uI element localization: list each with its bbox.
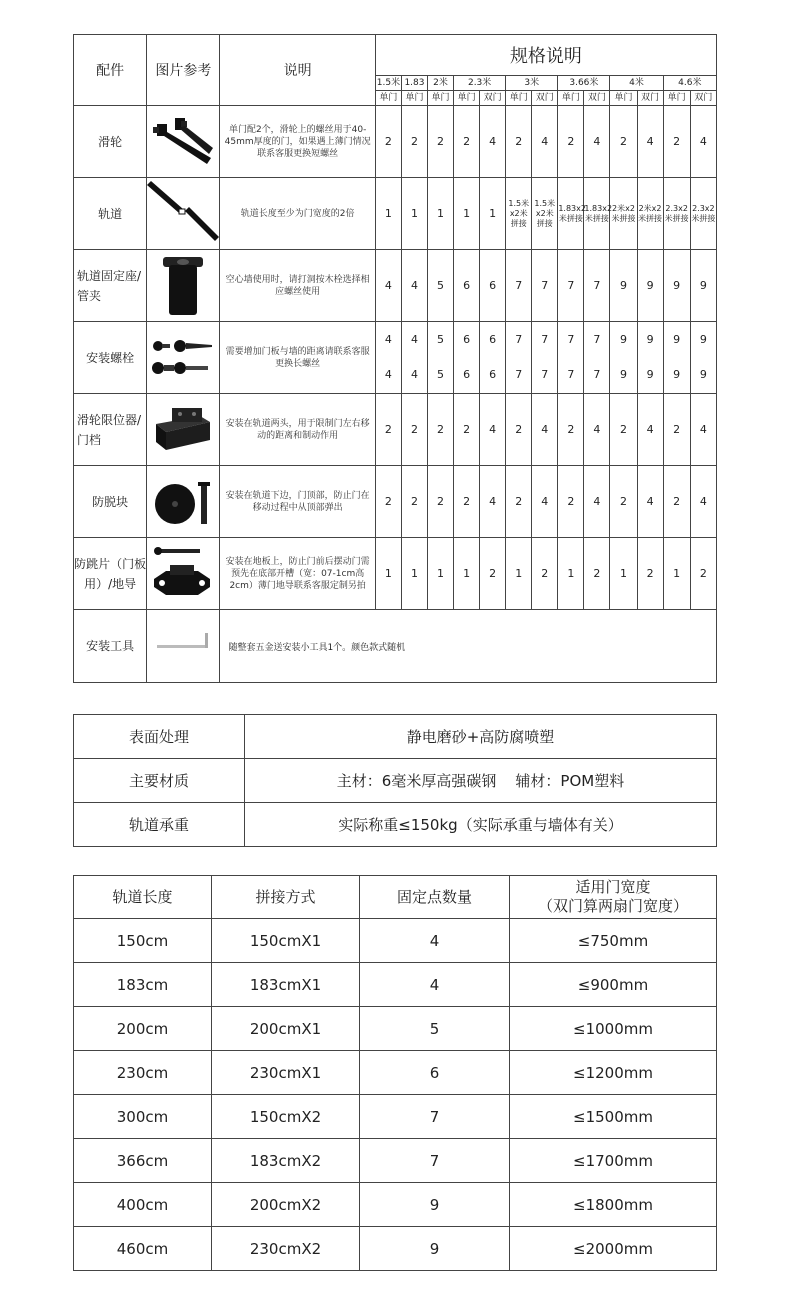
spec-value-cell — [558, 322, 584, 394]
spec-value-cell: 1 — [663, 538, 690, 610]
spec-value-cell: 4 — [637, 106, 663, 178]
spec-value-cell: 2 — [401, 466, 427, 538]
spec-value-cell: 2 — [401, 394, 427, 466]
spec-value-cell: 1 — [558, 538, 584, 610]
spec-value-cell: 9 — [663, 250, 690, 322]
table-cell: 200cmX2 — [212, 1183, 360, 1227]
tool-name: 安装工具 — [74, 610, 147, 683]
table-cell: 6 — [360, 1051, 510, 1095]
table-cell: ≤1700mm — [510, 1139, 717, 1183]
spec-value-cell: 1 — [428, 178, 454, 250]
table-cell: ≤750mm — [510, 919, 717, 963]
door-single-header: 单门 — [454, 91, 480, 106]
spec-value-cell: 4 — [584, 394, 610, 466]
table-cell: 200cmX1 — [212, 1007, 360, 1051]
spec-value: 7 — [515, 332, 523, 346]
spec-value-cell: 1.5米x2米拼接 — [506, 178, 532, 250]
spec-value-cell: 2 — [663, 466, 690, 538]
spec-value-cell: 2 — [506, 106, 532, 178]
length-header: 4.6米 — [663, 76, 716, 91]
table-cell: 150cmX2 — [212, 1095, 360, 1139]
spec-value-cell: 4 — [480, 394, 506, 466]
spec-value-cell: 2 — [637, 538, 663, 610]
door-single-header: 单门 — [506, 91, 532, 106]
part-picture — [147, 466, 220, 538]
spec-value-cell: 4 — [584, 466, 610, 538]
spec-value-cell: 1.83x2米拼接 — [558, 178, 584, 250]
table-row — [74, 759, 717, 803]
table-cell: 230cmX1 — [212, 1051, 360, 1095]
spec-value: 9 — [646, 332, 654, 346]
spec-value-cell — [690, 322, 716, 394]
property-value: 主材：6毫米厚高强碳钢 辅材：POM塑料 — [245, 759, 717, 803]
table-cell: 150cmX1 — [212, 919, 360, 963]
track-size-table — [73, 875, 717, 1271]
spec-value-cell: 2 — [610, 106, 637, 178]
tool-row — [74, 610, 717, 683]
property-name: 轨道承重 — [74, 803, 245, 847]
spec-value-cell: 2 — [454, 466, 480, 538]
table-cell: 9 — [360, 1183, 510, 1227]
spec-value-cell: 2 — [663, 394, 690, 466]
part-description: 安装在轨道两头，用于限制门左右移动的距离和制动作用 — [220, 394, 375, 466]
table-cell: 4 — [360, 963, 510, 1007]
spec-value-cell: 2 — [584, 538, 610, 610]
header-picture: 图片参考 — [147, 35, 220, 106]
spec-value-cell: 2 — [454, 106, 480, 178]
spec-value-cell: 2米x2米拼接 — [637, 178, 663, 250]
spec-value-cell — [375, 322, 401, 394]
table-cell: 4 — [360, 919, 510, 963]
spec-value-cell: 2 — [610, 394, 637, 466]
spec-value-cell: 6 — [454, 250, 480, 322]
part-name: 轨道固定座/管夹 — [74, 250, 147, 322]
spec-value-cell: 1 — [375, 178, 401, 250]
door-double-header: 双门 — [480, 91, 506, 106]
column-header — [510, 876, 717, 919]
part-name: 轨道 — [74, 178, 147, 250]
spec-value-cell: 4 — [480, 466, 506, 538]
spec-value-cell: 1.5米x2米拼接 — [532, 178, 558, 250]
spec-value-cell: 2 — [480, 538, 506, 610]
spec-value-cell: 1 — [610, 538, 637, 610]
door-double-header: 双门 — [584, 91, 610, 106]
door-single-header: 单门 — [375, 91, 401, 106]
spec-value: 9 — [699, 368, 707, 382]
property-value: 静电磨砂+高防腐喷塑 — [245, 715, 717, 759]
spec-value: 6 — [489, 368, 497, 382]
spec-value: 9 — [673, 332, 681, 346]
table-row — [74, 1007, 717, 1051]
spec-value: 7 — [541, 332, 549, 346]
part-description: 安装在地板上，防止门前后摆动门需预先在底部开槽（宽：07-1cm高2cm）薄门地导联系客服定制另拍 — [220, 538, 375, 610]
spec-value-cell: 4 — [401, 250, 427, 322]
table-cell: 200cm — [74, 1007, 212, 1051]
part-picture — [147, 538, 220, 610]
table-cell: 7 — [360, 1095, 510, 1139]
spec-value-cell: 1 — [428, 538, 454, 610]
spec-value-cell: 1 — [454, 538, 480, 610]
part-description: 空心墙使用时，请打洞按木栓选择相应螺丝使用 — [220, 250, 375, 322]
table-row — [74, 178, 717, 250]
table-row — [74, 394, 717, 466]
table-cell: 300cm — [74, 1095, 212, 1139]
spec-value-cell: 2 — [663, 106, 690, 178]
table-cell: ≤1500mm — [510, 1095, 717, 1139]
spec-value-cell: 1 — [401, 178, 427, 250]
spec-value-cell: 2 — [690, 538, 716, 610]
spec-value: 6 — [463, 332, 471, 346]
allen-key-icon — [153, 631, 213, 661]
spec-value: 7 — [593, 368, 601, 382]
spec-value-cell: 7 — [558, 250, 584, 322]
spec-value-cell: 4 — [532, 466, 558, 538]
length-header: 3.66米 — [558, 76, 610, 91]
spec-value-cell: 2 — [558, 466, 584, 538]
spec-value: 9 — [619, 332, 627, 346]
door-double-header: 双门 — [532, 91, 558, 106]
spec-value-cell — [506, 322, 532, 394]
spec-value-cell: 4 — [690, 106, 716, 178]
spec-value-cell: 2 — [506, 394, 532, 466]
anti-jump-block-icon — [153, 474, 213, 530]
spec-value: 9 — [646, 368, 654, 382]
spec-value-cell: 2 — [428, 106, 454, 178]
table-row — [74, 715, 717, 759]
spec-value-cell: 1 — [401, 538, 427, 610]
table-row — [74, 963, 717, 1007]
table-cell: 7 — [360, 1139, 510, 1183]
table-row — [74, 466, 717, 538]
table-row — [74, 1095, 717, 1139]
spec-value-cell: 1 — [506, 538, 532, 610]
header-spec: 规格说明 — [375, 35, 716, 76]
spec-value: 4 — [384, 332, 392, 346]
table-cell: ≤900mm — [510, 963, 717, 1007]
spec-value-cell: 9 — [610, 250, 637, 322]
spec-value-cell: 2 — [532, 538, 558, 610]
part-picture — [147, 322, 220, 394]
table-row — [74, 803, 717, 847]
spec-value-cell: 4 — [532, 394, 558, 466]
table-row — [74, 106, 717, 178]
spec-value: 5 — [437, 332, 445, 346]
table-row — [74, 1227, 717, 1271]
table-cell: ≤1000mm — [510, 1007, 717, 1051]
part-name: 防跳片（门板用）/地导 — [74, 538, 147, 610]
column-header: 拼接方式 — [212, 876, 360, 919]
spec-value-cell: 6 — [480, 250, 506, 322]
spec-value: 4 — [384, 368, 392, 382]
material-table — [73, 714, 717, 847]
spec-value-cell: 5 — [428, 250, 454, 322]
spec-value-cell: 2 — [428, 394, 454, 466]
part-description: 需要增加门板与墙的距离请联系客服更换长螺丝 — [220, 322, 375, 394]
door-single-header: 单门 — [428, 91, 454, 106]
spec-value-cell: 4 — [375, 250, 401, 322]
part-description: 轨道长度至少为门宽度的2倍 — [220, 178, 375, 250]
spec-value-cell: 2 — [375, 106, 401, 178]
table-cell: ≤1800mm — [510, 1183, 717, 1227]
table-row — [74, 538, 717, 610]
table-cell: 183cm — [74, 963, 212, 1007]
table-cell: 460cm — [74, 1227, 212, 1271]
part-picture — [147, 394, 220, 466]
table-cell: 230cmX2 — [212, 1227, 360, 1271]
spec-value-cell: 2 — [375, 394, 401, 466]
table-cell: 183cmX2 — [212, 1139, 360, 1183]
column-header: 固定点数量 — [360, 876, 510, 919]
table-row — [74, 919, 717, 963]
spec-value-cell: 4 — [584, 106, 610, 178]
spec-value: 7 — [567, 332, 575, 346]
door-single-header: 单门 — [610, 91, 637, 106]
spec-value: 7 — [567, 368, 575, 382]
length-header: 4米 — [610, 76, 663, 91]
spec-value: 6 — [489, 332, 497, 346]
table-cell: 150cm — [74, 919, 212, 963]
spec-value-cell — [454, 322, 480, 394]
spec-value: 9 — [673, 368, 681, 382]
table-cell: ≤1200mm — [510, 1051, 717, 1095]
spec-value-cell: 9 — [637, 250, 663, 322]
part-picture — [147, 178, 220, 250]
spec-value-cell: 4 — [637, 394, 663, 466]
table-row — [74, 250, 717, 322]
pulley-icon — [151, 114, 215, 170]
track-bracket-icon — [159, 255, 207, 317]
door-double-header: 双门 — [690, 91, 716, 106]
spec-value-cell: 1.83x2米拼接 — [584, 178, 610, 250]
part-picture — [147, 106, 220, 178]
table-cell: 9 — [360, 1227, 510, 1271]
length-header: 2米 — [428, 76, 454, 91]
part-name: 防脱块 — [74, 466, 147, 538]
spec-value: 4 — [410, 332, 418, 346]
table-row — [74, 1183, 717, 1227]
table-row — [74, 322, 717, 394]
spec-value-cell: 1 — [480, 178, 506, 250]
spec-value: 9 — [699, 332, 707, 346]
table-cell: 400cm — [74, 1183, 212, 1227]
length-header: 1.83 — [401, 76, 427, 91]
accessory-spec-table — [73, 34, 717, 683]
column-header-line: （双门算两扇门宽度） — [537, 897, 688, 915]
spec-value-cell: 7 — [532, 250, 558, 322]
length-header: 2.3米 — [454, 76, 506, 91]
spec-value-cell — [663, 322, 690, 394]
table-cell: 230cm — [74, 1051, 212, 1095]
bolt-icon — [150, 338, 216, 378]
door-double-header: 双门 — [637, 91, 663, 106]
spec-value-cell: 2米x2米拼接 — [610, 178, 637, 250]
spec-value: 7 — [593, 332, 601, 346]
spec-value-cell: 2 — [610, 466, 637, 538]
spec-value-cell: 1 — [454, 178, 480, 250]
spec-value: 7 — [541, 368, 549, 382]
spec-value-cell — [610, 322, 637, 394]
length-header: 1.5米 — [375, 76, 401, 91]
part-description: 单门配2个，滑轮上的螺丝用于40-45mm厚度的门，如果遇上薄门情况联系客服更换短螺丝 — [220, 106, 375, 178]
header-parts: 配件 — [74, 35, 147, 106]
spec-value-cell: 2.3x2米拼接 — [663, 178, 690, 250]
spec-value-cell: 2 — [375, 466, 401, 538]
part-name: 滑轮限位器/门档 — [74, 394, 147, 466]
spec-value: 7 — [515, 368, 523, 382]
spec-value-cell: 4 — [480, 106, 506, 178]
spec-value-cell: 2 — [401, 106, 427, 178]
part-picture — [147, 250, 220, 322]
tool-picture — [147, 610, 220, 683]
property-value: 实际称重≤150kg（实际承重与墙体有关） — [245, 803, 717, 847]
table-cell: 183cmX1 — [212, 963, 360, 1007]
spec-value-cell: 2 — [454, 394, 480, 466]
spec-value-cell: 4 — [690, 466, 716, 538]
table-cell: ≤2000mm — [510, 1227, 717, 1271]
door-single-header: 单门 — [558, 91, 584, 106]
spec-value-cell: 4 — [532, 106, 558, 178]
spec-value-cell: 2.3x2米拼接 — [690, 178, 716, 250]
property-name: 表面处理 — [74, 715, 245, 759]
stopper-icon — [150, 406, 216, 454]
spec-value: 9 — [619, 368, 627, 382]
part-name: 滑轮 — [74, 106, 147, 178]
spec-value-cell — [532, 322, 558, 394]
floor-guide-icon — [150, 543, 216, 605]
spec-value-cell: 2 — [506, 466, 532, 538]
table-cell: 366cm — [74, 1139, 212, 1183]
table-row — [74, 1139, 717, 1183]
table-row — [74, 1051, 717, 1095]
spec-value-cell: 2 — [558, 394, 584, 466]
spec-value-cell — [428, 322, 454, 394]
spec-value: 5 — [437, 368, 445, 382]
spec-value-cell: 9 — [690, 250, 716, 322]
property-name: 主要材质 — [74, 759, 245, 803]
spec-value-cell — [480, 322, 506, 394]
spec-value-cell: 7 — [584, 250, 610, 322]
spec-value-cell — [637, 322, 663, 394]
track-icon — [147, 181, 219, 247]
column-header: 轨道长度 — [74, 876, 212, 919]
tool-description: 随整套五金送安装小工具1个。颜色款式随机 — [220, 610, 717, 683]
spec-value-cell: 4 — [690, 394, 716, 466]
spec-value-cell — [401, 322, 427, 394]
spec-value-cell: 7 — [506, 250, 532, 322]
spec-value-cell: 2 — [428, 466, 454, 538]
spec-value-cell: 4 — [637, 466, 663, 538]
spec-value: 4 — [410, 368, 418, 382]
column-header-line: 适用门宽度 — [575, 878, 651, 896]
door-single-header: 单门 — [663, 91, 690, 106]
table-cell: 5 — [360, 1007, 510, 1051]
spec-value-cell: 2 — [558, 106, 584, 178]
spec-value-cell: 1 — [375, 538, 401, 610]
door-single-header: 单门 — [401, 91, 427, 106]
spec-value-cell — [584, 322, 610, 394]
part-description: 安装在轨道下边，门顶部，防止门在移动过程中从顶部弹出 — [220, 466, 375, 538]
part-name: 安装螺栓 — [74, 322, 147, 394]
spec-value: 6 — [463, 368, 471, 382]
header-description: 说明 — [220, 35, 375, 106]
length-header: 3米 — [506, 76, 558, 91]
